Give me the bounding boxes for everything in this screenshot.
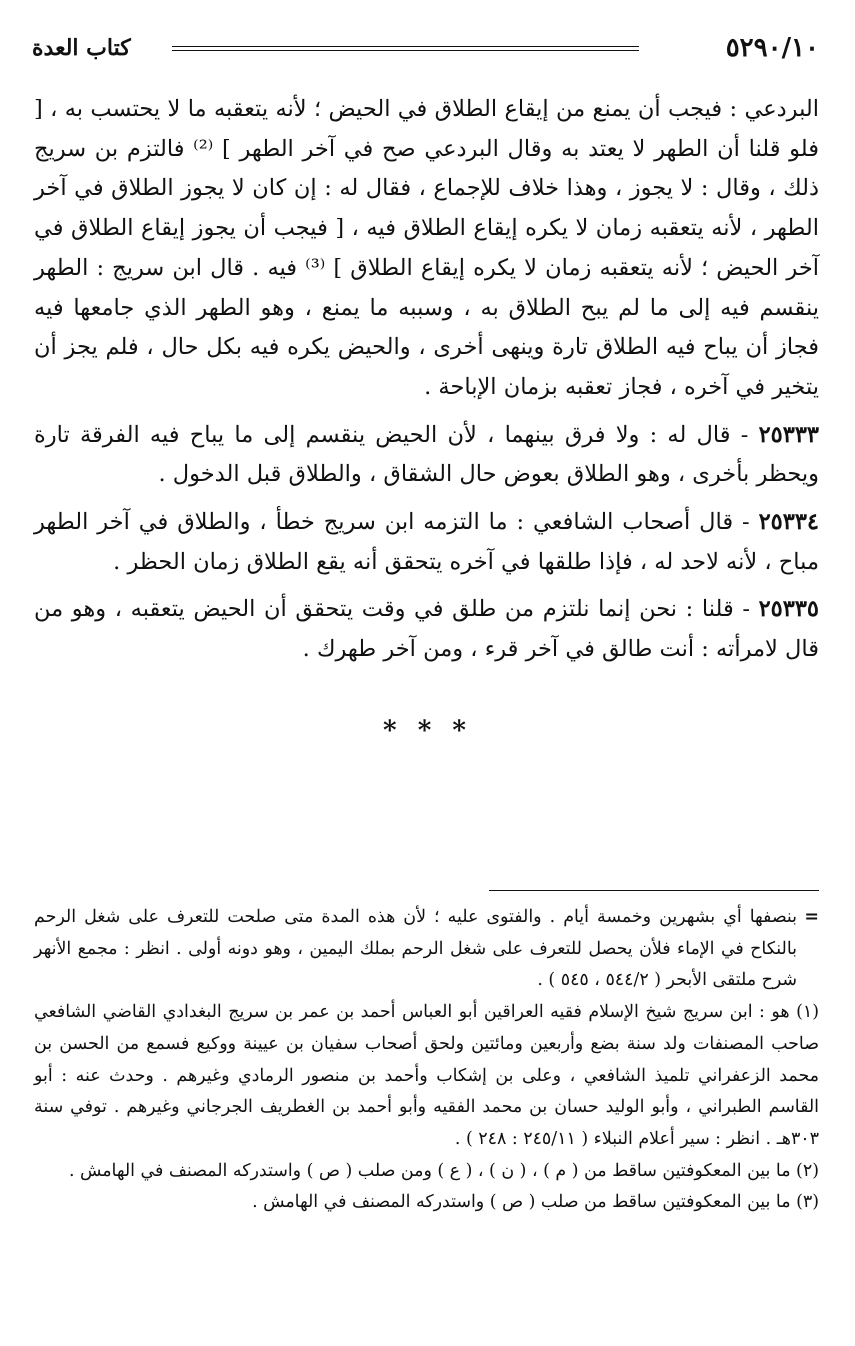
numbered-paragraph <box>34 503 819 582</box>
main-text <box>34 90 819 670</box>
page-header <box>32 34 819 64</box>
paragraph-number: ٢٥٣٣٤ <box>758 509 819 536</box>
footnote-3: (٣) ما بين المعكوفتين ساقط من صلب ( ص ) واستدركه المصنف في الهامش . <box>252 1192 819 1213</box>
book-title: كتاب العدة <box>32 35 131 61</box>
footnote-2: (٢) ما بين المعكوفتين ساقط من ( م ) ، ( ن ) ، ( ع ) ومن صلب ( ص ) واستدركه المصنف في الهامش . <box>68 1160 819 1181</box>
paragraph-text: - قال له : ولا فرق بينهما ، لأن الحيض ينقسم إلى ما يباح فيه الفرقة تارة ويحظر بأخرى ، وهو الطلاق بعوض حال الشقاق ، والطلاق قبل الدخول . <box>34 421 819 488</box>
paragraph-text: - قال أصحاب الشافعي : ما التزمه ابن سريج خطأ ، والطلاق في آخر الطهر مباح ، لأنه لاحد له ، فإذا طلقها في آخره يتحقق أنه يقع الطلاق زمان الحظر . <box>34 509 819 575</box>
header-rule <box>172 46 639 51</box>
page-number: ٥٢٩٠/١٠ <box>725 33 819 63</box>
footnote-text: بنصفها أي بشهرين وخمسة أيام . والفتوى عليه ؛ لأن هذه المدة متى صلحت للتعرف على شغل الرحم بالنكاح في الإماء فلأن يحصل للتعرف على شغل الرحم بملك اليمين ، وهو دونه أولى . انظر : مجمع الأنهر شرح ملتقى الأبحر ( ٥٤٤/٢ ، ٥٤٥ ) . <box>34 907 797 991</box>
paragraph-number: ٢٥٣٣٥ <box>758 596 819 623</box>
paragraph: البردعي : فيجب أن يمنع من إيقاع الطلاق في الحيض ؛ لأنه يتعقبه ما لا يحتسب به ، [ فلو قلنا أن الطهر لا يعتد به وقال البردعي صح في آخر الطهر ] ⁽²⁾ فالتزم بن سريج ذلك ، وقال : لا يجوز ، وهذا خلاف للإجماع ، فقال له : إن كان لا يجوز الطلاق في آخر الطهر ، لأنه يتعقبه زمان لا يكره إيقاع الطلاق فيه ، [ فيجب أن يجوز إيقاع الطلاق في آخر الحيض ؛ لأنه يتعقبه زمان لا يكره إيقاع الطلاق ] ⁽³⁾ فيه . قال ابن سريج : الطهر ينقسم فيه إلى ما لم يبح الطلاق به ، وسببه ما يمنع ، وهو الطهر الذي جامعها فيه فجاز أن يباح فيه الطلاق تارة وينهى أخرى ، والحيض يكره فيه بكل حال ، فلم يجز أن يتخير في آخره ، فجاز تعقبه بزمان الإباحة . <box>34 96 819 400</box>
footnote-continuation <box>34 902 819 997</box>
numbered-paragraph <box>34 590 819 669</box>
footnote-rule <box>489 890 819 891</box>
numbered-paragraph <box>34 416 819 495</box>
paragraph-number: ٢٥٣٣٣ <box>758 421 819 448</box>
paragraph-text: - قلنا : نحن إنما نلتزم من طلق في وقت يتحقق أن الحيض يتعقبه ، وهو من قال لامرأته : أنت طالق في آخر قرء ، ومن آخر طهرك . <box>34 596 819 663</box>
continuation-mark: = <box>804 907 819 927</box>
footnote-1: (١) هو : ابن سريج شيخ الإسلام فقيه العراقين أبو العباس أحمد بن عمر بن سريج البغدادي القاضي الشافعي صاحب المصنفات ولد سنة بضع وأربعين ومائتين ولحق أصحاب سفيان بن عيينة ووكيع فسمع من الحسن بن محمد الزعفراني تلميذ الشافعي ، وعلى بن إشكاب وأحمد بن منصور الرمادي وغيرهم . وحدث عنه : أبو القاسم الطبراني ، وأبو الوليد حسان بن محمد الفقيه وأبو أحمد بن الغطريف الجرجاني وغيرهم . توفي سنة ٣٠٣هـ . انظر : سير أعلام النبلاء ( ٢٤٥/١١ : ٢٤٨ ) . <box>34 1002 819 1149</box>
section-separator: * * * <box>383 716 472 746</box>
footnotes <box>34 902 819 1219</box>
